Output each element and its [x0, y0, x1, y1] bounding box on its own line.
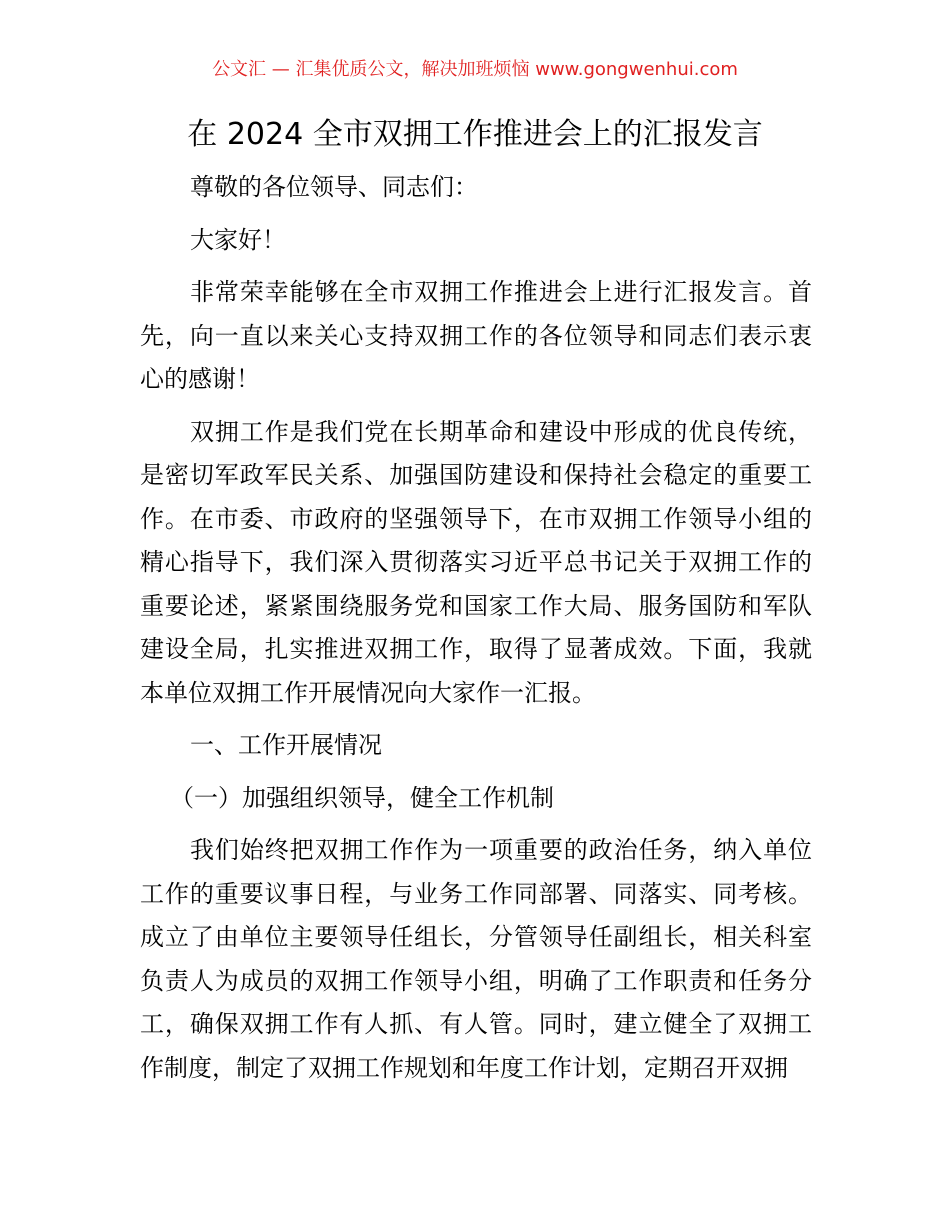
text-line: 我们始终把双拥工作作为一项重要的政治任务，纳入单位	[190, 836, 812, 864]
text-line: 尊敬的各位领导、同志们：	[190, 173, 478, 201]
text-line: 负责人为成员的双拥工作领导小组，明确了工作职责和任务分	[140, 966, 812, 995]
watermark-header: 公文汇 — 汇集优质公文，解决加班烦恼 www.gongwenhui.com	[212, 59, 738, 80]
text-line: 重要论述，紧紧围绕服务党和国家工作大局、服务国防和军队	[140, 591, 812, 620]
paragraph	[140, 829, 812, 1090]
text-line: 先，向一直以来关心支持双拥工作的各位领导和同志们表示衷	[140, 321, 812, 350]
text-line: 精心指导下，我们深入贯彻落实习近平总书记关于双拥工作的	[140, 548, 812, 576]
text-line: 建设全局，扎实推进双拥工作，取得了显著成效。下面，我就	[140, 635, 812, 663]
document-title: 在 2024 全市双拥工作推进会上的汇报发言	[187, 117, 763, 152]
text-line: 非常荣幸能够在全市双拥工作推进会上进行汇报发言。首	[190, 278, 812, 306]
section-heading	[140, 724, 812, 768]
paragraph	[140, 411, 812, 716]
text-line: （一）加强组织领导，健全工作机制	[170, 783, 554, 812]
text-line: 本单位双拥工作开展情况向大家作一汇报。	[140, 678, 596, 707]
text-line: 一、工作开展情况	[190, 731, 382, 759]
section-heading	[140, 777, 812, 821]
text-line: 大家好！	[190, 225, 286, 254]
text-line: 心的感谢！	[140, 365, 260, 393]
text-line: 工作的重要议事日程，与业务工作同部署、同落实、同考核。	[140, 879, 812, 908]
paragraph	[140, 166, 812, 210]
text-line: 作。在市委、市政府的坚强领导下，在市双拥工作领导小组的	[140, 504, 812, 533]
document-body	[140, 166, 812, 1099]
text-line: 作制度，制定了双拥工作规划和年度工作计划，定期召开双拥	[140, 1053, 788, 1082]
text-line: 双拥工作是我们党在长期革命和建设中形成的优良传统，	[190, 417, 812, 446]
paragraph	[140, 271, 812, 402]
paragraph	[140, 219, 812, 263]
text-line: 是密切军政军民关系、加强国防建设和保持社会稳定的重要工	[140, 461, 812, 489]
text-line: 工，确保双拥工作有人抓、有人管。同时，建立健全了双拥工	[140, 1010, 812, 1038]
text-line: 成立了由单位主要领导任组长，分管领导任副组长，相关科室	[140, 923, 812, 951]
